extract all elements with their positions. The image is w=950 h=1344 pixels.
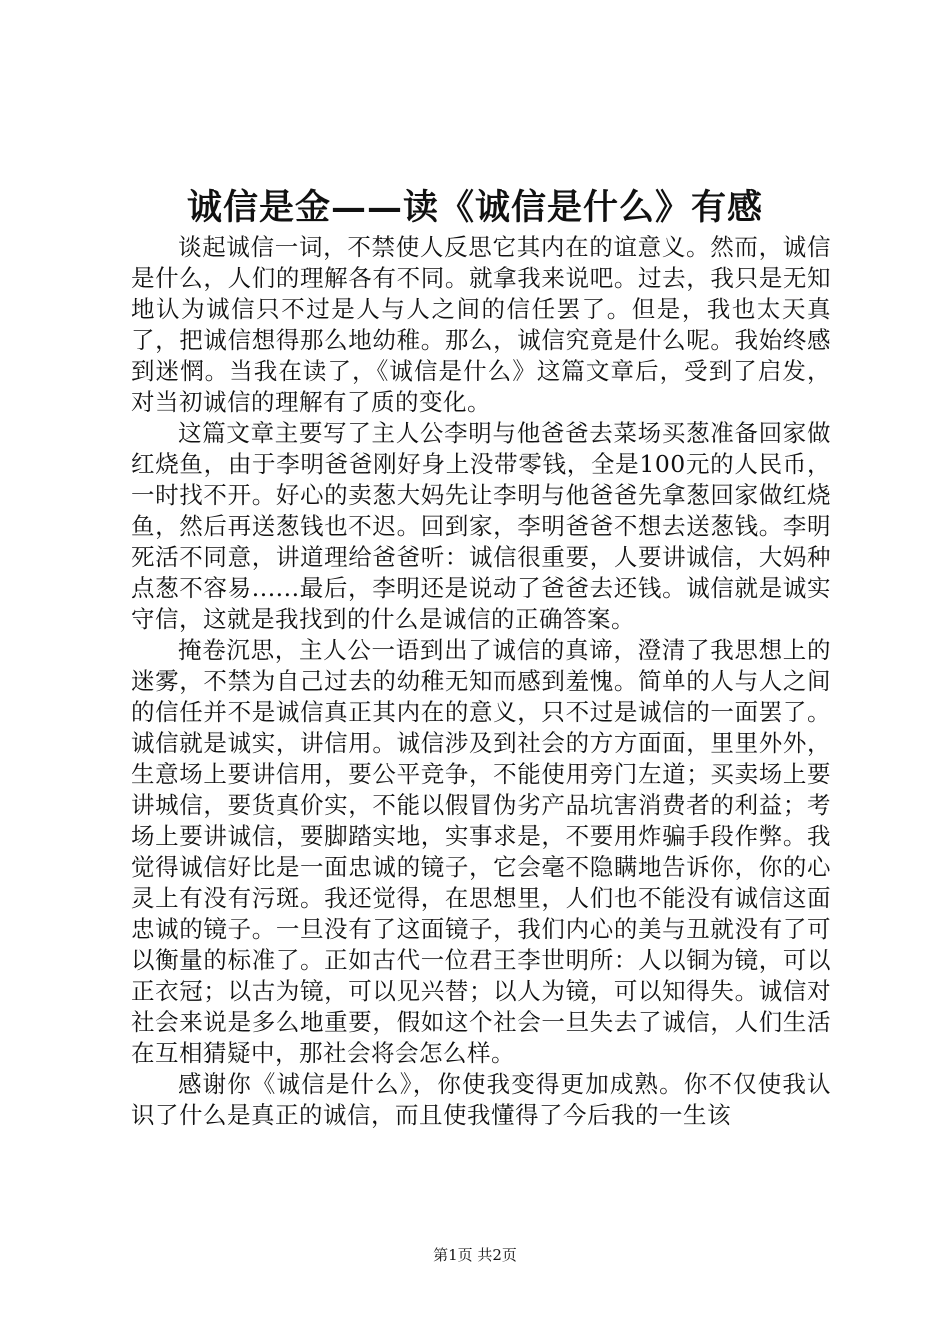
page-number-footer: 第1页 共2页 — [433, 1246, 517, 1264]
paragraph: 感谢你《诚信是什么》，你使我变得更加成熟。你不仅使我认识了什么是真正的诚信，而且使我懂得了今后我的一生该 — [131, 1070, 831, 1129]
document-body — [131, 232, 831, 1131]
paragraph: 掩卷沉思，主人公一语到出了诚信的真谛，澄清了我思想上的迷雾，不禁为自己过去的幼稚无知而感到羞愧。简单的人与人之间的信任并不是诚信真正其内在的意义，只不过是诚信的一面罢了。诚信就是诚实，讲信用。诚信涉及到社会的方方面面，里里外外，生意场上要讲信用，要公平竞争，不能使用旁门左道；买卖场上要讲城信，要货真价实，不能以假冒伪劣产品坑害消费者的利益；考场上要讲诚信，要脚踏实地，实事求是，不要用炸骗手段作弊。我觉得诚信好比是一面忠诚的镜子，它会毫不隐瞒地告诉你，你的心灵上有没有污斑。我还觉得，在思想里，人们也不能没有诚信这面忠诚的镜子。一旦没有了这面镜子，我们内心的美与丑就没有了可以衡量的标准了。正如古代一位君王李世明所：人以铜为镜，可以正衣冠；以古为镜，可以见兴替；以人为镜，可以知得失。诚信对社会来说是多么地重要，假如这个社会一旦失去了诚信，人们生活在互相猜疑中，那社会将会怎么样。 — [131, 636, 831, 1067]
paragraph: 谈起诚信一词，不禁使人反思它其内在的谊意义。然而，诚信是什么，人们的理解各有不同。就拿我来说吧。过去，我只是无知地认为诚信只不过是人与人之间的信任罢了。但是，我也太天真了，把诚信想得那么地幼稚。那么，诚信究竟是什么呢。我始终感到迷惘。当我在读了，《诚信是什么》这篇文章后，受到了启发，对当初诚信的理解有了质的变化。 — [131, 233, 831, 416]
document-title: 诚信是金——读《诚信是什么》有感 — [186, 187, 763, 228]
paragraph: 这篇文章主要写了主人公李明与他爸爸去菜场买葱准备回家做红烧鱼，由于李明爸爸刚好身上没带零钱，全是100元的人民币，一时找不开。好心的卖葱大妈先让李明与他爸爸先拿葱回家做红烧鱼，然后再送葱钱也不迟。回到家，李明爸爸不想去送葱钱。李明死活不同意，讲道理给爸爸听：诚信很重要，人要讲诚信，大妈种点葱不容易......最后，李明还是说动了爸爸去还钱。诚信就是诚实守信，这就是我找到的什么是诚信的正确答案。 — [131, 419, 831, 633]
